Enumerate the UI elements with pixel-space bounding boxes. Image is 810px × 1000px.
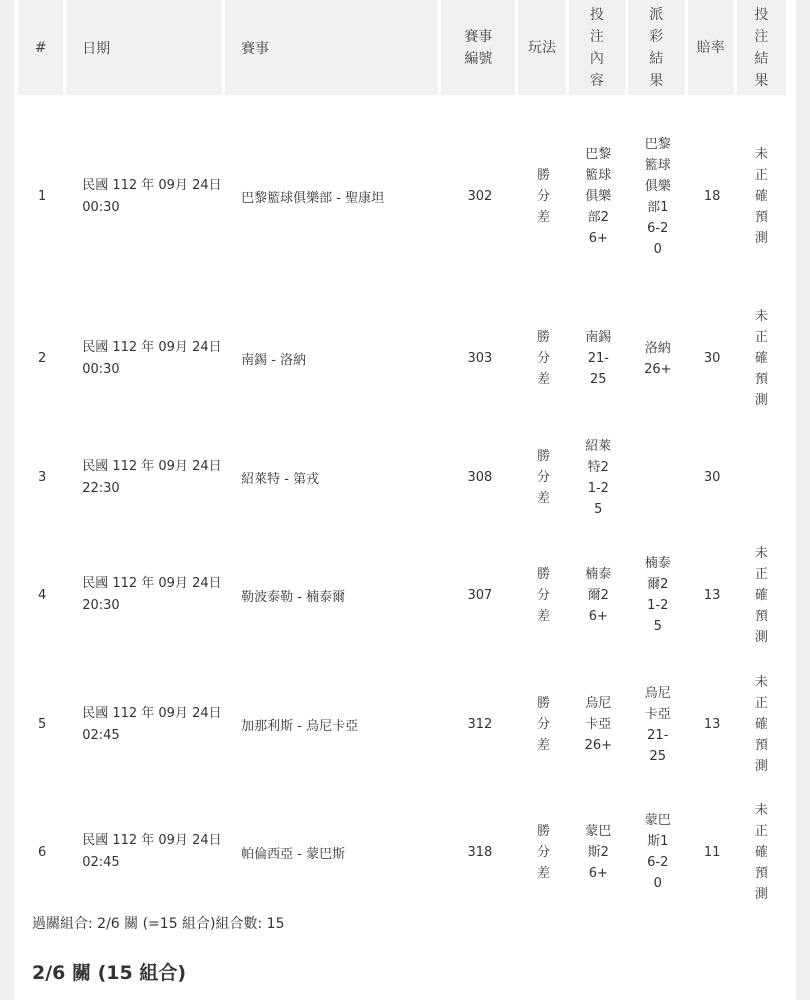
row-payout <box>628 298 687 419</box>
row-bet <box>569 795 628 909</box>
header-event: 賽事 <box>225 0 441 95</box>
row-payout <box>628 95 687 298</box>
row-payout-text: 烏尼卡亞21-25 <box>644 685 671 764</box>
row-odds: 30 <box>703 470 721 485</box>
row-play-text: 勝分差 <box>536 330 550 387</box>
row-play-text: 勝分差 <box>536 449 550 506</box>
row-result <box>737 536 786 654</box>
row-result <box>737 419 786 536</box>
row-event-no: 302 <box>467 189 493 204</box>
bet-results-table <box>18 0 786 909</box>
table-header <box>18 0 786 95</box>
table-row <box>18 419 786 536</box>
row-payout <box>628 536 687 654</box>
row-play <box>518 95 568 298</box>
row-bet-text: 紹萊特21-25 <box>585 438 612 517</box>
row-event: 南錫 - 洛納 <box>241 353 307 368</box>
row-num: 1 <box>37 189 47 204</box>
row-num: 4 <box>37 587 47 603</box>
table-row <box>18 298 786 419</box>
row-bet <box>569 654 628 795</box>
row-odds: 13 <box>703 587 721 603</box>
row-odds: 11 <box>703 844 721 860</box>
row-bet <box>569 536 628 654</box>
row-result-text: 未正確預測 <box>754 802 768 902</box>
row-result-text: 未正確預測 <box>754 675 768 774</box>
header-bet-result <box>737 0 786 95</box>
header-play-text: 玩法 <box>527 39 556 56</box>
row-payout-text: 洛納26+ <box>644 340 672 377</box>
row-num: 3 <box>37 470 47 485</box>
row-event: 帕倫西亞 - 蒙巴斯 <box>241 846 346 862</box>
row-date: 民國 112 年 09月 24日 02:45 <box>82 705 222 743</box>
row-bet <box>569 419 628 536</box>
header-payout-result-text: 派彩結果 <box>649 6 664 89</box>
table-row <box>18 95 786 298</box>
row-date: 民國 112 年 09月 24日 20:30 <box>82 576 222 613</box>
row-result <box>737 95 786 298</box>
row-result <box>737 795 786 909</box>
row-num: 2 <box>37 351 47 366</box>
row-event: 巴黎籃球俱樂部 - 聖康坦 <box>241 191 385 206</box>
row-odds: 18 <box>703 189 721 204</box>
row-event: 勒波泰勒 - 楠泰爾 <box>241 589 346 605</box>
row-num: 6 <box>37 844 47 860</box>
header-event-no-text: 賽事編號 <box>464 28 493 67</box>
header-event-no <box>441 0 518 95</box>
row-play <box>518 795 568 909</box>
row-play <box>518 419 568 536</box>
row-payout-text: 巴黎籃球俱樂部16-20 <box>644 136 671 257</box>
row-date: 民國 112 年 09月 24日 00:30 <box>82 177 222 215</box>
table-row <box>18 654 786 795</box>
row-payout <box>628 654 687 795</box>
row-payout <box>628 795 687 909</box>
row-event: 加那利斯 - 烏尼卡亞 <box>241 719 359 734</box>
row-result-text: 未正確預測 <box>754 147 768 246</box>
header-num: # <box>18 0 66 95</box>
row-result-text: 未正確預測 <box>754 545 768 645</box>
row-date: 民國 112 年 09月 24日 22:30 <box>82 458 222 496</box>
row-event-no: 303 <box>467 351 493 366</box>
row-result <box>737 654 786 795</box>
row-result <box>737 298 786 419</box>
row-result-text: 未正確預測 <box>754 309 768 408</box>
row-play-text: 勝分差 <box>536 168 550 225</box>
row-date: 民國 112 年 09月 24日 02:45 <box>82 833 222 870</box>
row-bet-text: 蒙巴斯26+ <box>585 823 612 881</box>
row-bet <box>569 95 628 298</box>
row-payout-text: 蒙巴斯16-20 <box>644 813 671 891</box>
row-date: 民國 112 年 09月 24日 00:30 <box>82 339 222 377</box>
row-odds: 13 <box>703 717 721 732</box>
header-odds <box>688 0 737 95</box>
header-play <box>518 0 568 95</box>
table-body <box>18 95 786 909</box>
row-payout <box>628 419 687 536</box>
header-date: 日期 <box>66 0 225 95</box>
row-play <box>518 536 568 654</box>
header-bet-result-text: 投注結果 <box>754 6 769 89</box>
row-odds: 30 <box>703 351 721 366</box>
row-event-no: 312 <box>467 717 493 732</box>
row-play-text: 勝分差 <box>536 696 550 753</box>
row-play-text: 勝分差 <box>536 823 550 881</box>
section-title: 2/6 關 (15 組合) <box>32 962 187 984</box>
row-play <box>518 298 568 419</box>
row-event: 紹萊特 - 第戎 <box>241 472 320 487</box>
row-event-no: 308 <box>467 470 493 485</box>
row-num: 5 <box>37 717 47 732</box>
row-bet-text: 巴黎籃球俱樂部26+ <box>585 147 612 246</box>
header-bet-content <box>569 0 628 95</box>
row-payout-text: 楠泰爾21-25 <box>644 556 671 634</box>
row-bet-text: 烏尼卡亞26+ <box>584 696 613 753</box>
parlay-summary: 過關組合: 2/6 關 (=15 組合)組合數: 15 <box>32 916 285 932</box>
table-row <box>18 536 786 654</box>
row-bet-text: 南錫21-25 <box>585 330 612 387</box>
row-bet-text: 楠泰爾26+ <box>585 566 612 624</box>
row-bet <box>569 298 628 419</box>
header-odds-text: 賠率 <box>696 39 725 56</box>
row-event-no: 318 <box>467 844 493 860</box>
table-row <box>18 795 786 909</box>
row-event-no: 307 <box>467 587 493 603</box>
header-bet-content-text: 投注內容 <box>589 6 604 89</box>
row-play <box>518 654 568 795</box>
row-play-text: 勝分差 <box>536 566 550 624</box>
header-payout-result <box>628 0 687 95</box>
